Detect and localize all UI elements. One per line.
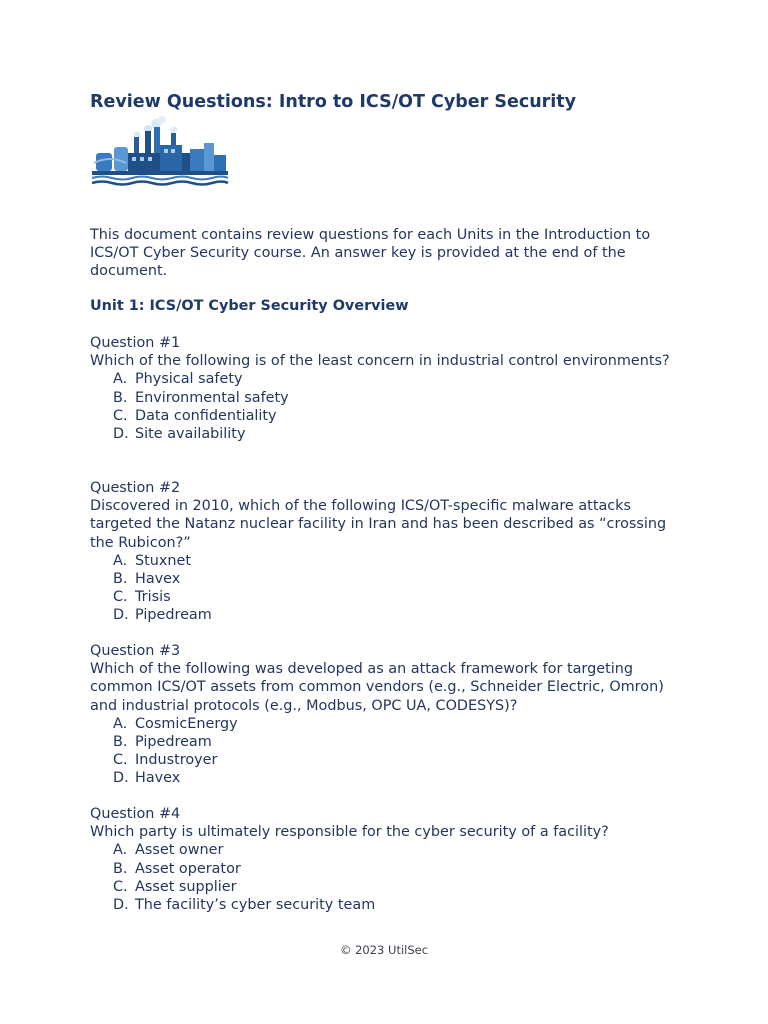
option-c (90, 878, 690, 896)
industrial-plant-icon (90, 115, 230, 187)
option-letter: D. (113, 607, 129, 624)
option-text: Havex (135, 770, 181, 787)
option-d (90, 425, 690, 443)
question-4 (90, 805, 690, 914)
option-letter: D. (113, 770, 129, 787)
question-text: Which of the following is of the least concern in industrial control environments? (90, 353, 670, 370)
question-2 (90, 479, 690, 625)
option-letter: B. (113, 734, 128, 751)
option-text: Trisis (135, 589, 171, 606)
answer-options (90, 370, 690, 443)
option-a (90, 715, 690, 733)
option-text: Pipedream (135, 734, 212, 751)
option-a (90, 370, 690, 388)
answer-options (90, 841, 690, 914)
option-text: Environmental safety (135, 389, 289, 406)
unit-heading: Unit 1: ICS/OT Cyber Security Overview (90, 298, 409, 314)
question-label: Question #3 (90, 643, 181, 659)
question-1 (90, 334, 690, 443)
option-letter: B. (113, 389, 128, 406)
answer-options (90, 715, 690, 788)
option-text: Havex (135, 571, 181, 588)
option-text: Asset supplier (135, 878, 237, 895)
option-d (90, 896, 690, 914)
answer-options (90, 552, 690, 625)
option-letter: D. (113, 426, 129, 443)
option-letter: C. (113, 752, 128, 769)
option-text: Pipedream (135, 607, 212, 624)
option-text: Asset owner (135, 842, 224, 859)
option-d (90, 606, 690, 624)
option-letter: D. (113, 897, 129, 914)
option-text: Site availability (135, 426, 246, 443)
option-c (90, 588, 690, 606)
option-text: Industroyer (135, 752, 218, 769)
option-b (90, 860, 690, 878)
option-c (90, 751, 690, 769)
option-c (90, 407, 690, 425)
question-text: Which party is ultimately responsible for the cyber security of a facility? (90, 824, 609, 841)
option-text: CosmicEnergy (135, 715, 238, 732)
option-letter: A. (113, 371, 128, 388)
document-title: Review Questions: Intro to ICS/OT Cyber Security (90, 92, 577, 112)
option-a (90, 552, 690, 570)
option-b (90, 389, 690, 407)
option-d (90, 769, 690, 787)
option-text: Physical safety (135, 371, 243, 388)
option-letter: C. (113, 407, 128, 424)
question-text: Discovered in 2010, which of the following ICS/OT-specific malware attacks targeted the Natanz nuclear facility in Iran and has been described as “crossing the Rubicon?” (90, 498, 667, 551)
option-letter: C. (113, 589, 128, 606)
question-text: Which of the following was developed as an attack framework for targeting common ICS/OT assets from common vendors (e.g., Schneider Electric, Omron) and industrial protocols (e.g., Modbus, OPC UA, CODESYS)? (90, 661, 664, 714)
option-b (90, 570, 690, 588)
option-letter: C. (113, 878, 128, 895)
page-footer: © 2023 UtilSec (339, 943, 429, 957)
option-b (90, 733, 690, 751)
question-label: Question #2 (90, 480, 181, 496)
question-label: Question #1 (90, 335, 181, 351)
option-letter: A. (113, 715, 128, 732)
option-letter: B. (113, 860, 128, 877)
question-3 (90, 642, 690, 788)
option-letter: B. (113, 571, 128, 588)
question-label: Question #4 (90, 806, 181, 822)
option-text: Asset operator (135, 860, 241, 877)
intro-paragraph: This document contains review questions for each Units in the Introduction to ICS/OT Cyber Security course. An answer key is provided at the end of the document. (90, 227, 651, 279)
option-text: The facility’s cyber security team (135, 897, 376, 914)
option-a (90, 841, 690, 859)
option-letter: A. (113, 552, 128, 569)
option-letter: A. (113, 842, 128, 859)
option-text: Data confidentiality (135, 407, 277, 424)
option-text: Stuxnet (135, 552, 192, 569)
